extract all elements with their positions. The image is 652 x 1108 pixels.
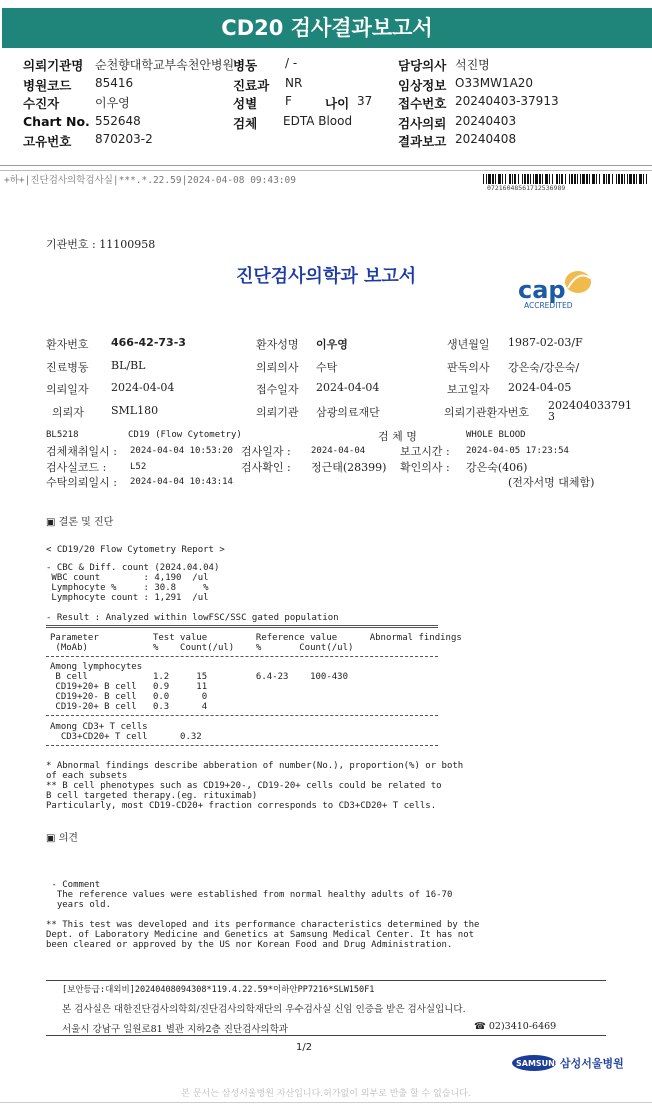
table-mid-rule (46, 715, 438, 716)
bottom-rule (0, 1102, 652, 1103)
comment-line: The reference values were established from normal healthy adults of 16-70 (46, 890, 453, 900)
note-line: * Abnormal findings describe abberation of number(No.), proportion(%) or both (46, 761, 464, 771)
barcode-bar (509, 174, 511, 184)
ordering-doctor: 수탁 (316, 361, 338, 374)
header-value: 552648 (95, 114, 141, 128)
report-line: Lymphocyte % : 30.8 % (46, 583, 209, 593)
table-row: CD3+CD20+ T cell 0.32 (50, 732, 202, 742)
barcode-bar (627, 174, 628, 184)
header-key: 수진자 (23, 96, 60, 111)
header-value: 85416 (95, 76, 134, 90)
order-time: 2024-04-04 10:43:14 (130, 477, 233, 487)
print-stamp: +하+|진단검사의학검사실|***.*.22.59|2024-04-08 09:43:09 (4, 175, 296, 186)
test-name: CD19 (Flow Cytometry) (128, 430, 242, 440)
header-key: 의뢰기관명 (23, 58, 84, 73)
header-value: NR (285, 76, 303, 90)
age-label: 나이 (325, 96, 350, 111)
barcode-bar (498, 174, 501, 184)
barcode-bar (569, 174, 570, 184)
table-row: CD19+20+ B cell 0.9 11 (50, 682, 208, 692)
barcode-bar (636, 174, 637, 184)
info-key: 의뢰자 (52, 406, 84, 419)
room-label: 검사실코드 : (46, 461, 107, 474)
barcode-bar (608, 174, 610, 184)
report-time: 2024-04-05 17:23:54 (466, 446, 569, 456)
report-title: 진단검사의학과 보고서 (236, 266, 417, 287)
info-key: 보고일자 (447, 383, 490, 396)
order-time-label: 수탁의뢰일시 : (46, 476, 117, 489)
e-signature-note: (전자서명 대체함) (508, 476, 595, 489)
barcode-bar (596, 174, 597, 184)
barcode-bar (486, 174, 487, 184)
barcode-bar (552, 174, 553, 184)
info-key: 의뢰기관 (256, 406, 299, 419)
barcode-bar (539, 174, 541, 184)
barcode-bar (535, 174, 538, 184)
order-date: 2024-04-04 (111, 381, 175, 394)
header-row-3 (0, 94, 652, 114)
barcode-bar (559, 174, 560, 184)
table-row: CD19-20+ B cell 0.3 4 (50, 702, 208, 712)
info-key: 접수일자 (256, 383, 299, 396)
barcode-bar (483, 174, 484, 184)
table-row: B cell 1.2 15 6.4-23 100-430 (50, 672, 349, 682)
barcode-bar (522, 174, 523, 184)
barcode-bar (589, 174, 590, 184)
samsung-word: SAMSUNG (516, 1059, 562, 1068)
barcode-bar (545, 174, 548, 184)
cap-logo-text: cap (518, 276, 566, 304)
table-row: CD19+20- B cell 0.0 0 (50, 692, 208, 702)
confidentiality-note: 본 문서는 삼성서울병원 자산입니다.허가없이 외부로 반출 할 수 없습니다. (181, 1089, 471, 1099)
barcode-bar (616, 174, 617, 184)
barcode-bar (492, 174, 494, 184)
header-value: 이우영 (95, 96, 130, 110)
comment-line: - Comment (46, 880, 101, 890)
header-row-1 (0, 56, 652, 76)
barcode-bar (542, 174, 543, 184)
header-row-5 (0, 132, 652, 152)
info-key: 진료병동 (46, 361, 89, 374)
comment-line: been cleared or approved by the US nor Korean Food and Drug Administration. (46, 940, 453, 950)
info-key: 생년월일 (447, 338, 490, 351)
barcode-bar (514, 174, 516, 184)
barcode-icon (483, 174, 648, 184)
barcode-bar (621, 174, 623, 184)
header-key: 검체 (233, 116, 258, 131)
samsung-hospital-logo (512, 1052, 624, 1074)
header-value: 20240408 (455, 132, 517, 146)
header-key: 접수번호 (398, 96, 447, 111)
patient-number: 466-42-73-3 (111, 336, 186, 349)
table-top-rule (46, 625, 438, 628)
barcode-bar (518, 174, 519, 184)
note-line: of each subsets (46, 771, 128, 781)
test-code: BL5218 (46, 430, 79, 440)
barcode-bar (582, 174, 585, 184)
report-line: < CD19/20 Flow Cytometry Report > (46, 545, 225, 555)
collect-time: 2024-04-04 10:53:20 (130, 446, 233, 456)
table-header: Parameter Test value Reference value Abnormal findings (50, 633, 462, 643)
test-date-label: 검사일자 : (241, 445, 291, 458)
confirm-label: 검사확인 : (241, 461, 291, 474)
result-heading: ▣ 결론 및 진단 (46, 517, 114, 528)
report-line: - Result : Analyzed within lowFSC/SSC gated population (46, 613, 339, 623)
barcode-bar (599, 174, 600, 184)
info-key: 판독의사 (447, 361, 490, 374)
header-value: 20240403-37913 (455, 94, 559, 108)
barcode-bar (556, 174, 558, 184)
institution-patient-number-cont: 3 (548, 410, 555, 423)
report-line: WBC count : 4,190 /ul (46, 573, 209, 583)
ward: BL/BL (111, 359, 146, 372)
table-header: (MoAb) % Count(/ul) % Count(/ul) (50, 643, 354, 653)
barcode-number: 07216048561712536989 (487, 184, 566, 192)
barcode-bar (603, 174, 605, 184)
barcode-bar (639, 174, 642, 184)
header-key: Chart No. (23, 114, 90, 129)
header-value: 20240403 (455, 114, 517, 128)
barcode-bar (618, 174, 620, 184)
confirm-doctor: 강은숙(406) (466, 461, 528, 474)
footer-box (46, 980, 606, 1036)
barcode-bar (577, 174, 578, 184)
barcode-bar (612, 174, 613, 184)
info-key: 의뢰의사 (256, 361, 299, 374)
note-line: B cell targeted therapy.(eg. rituximab) (46, 791, 258, 801)
test-date: 2024-04-04 (311, 446, 366, 456)
certification-text: 본 검사실은 대한진단검사의학회/진단검사의학재단의 우수검사실 신임 인증을 받은 검사실입니다. (62, 1004, 466, 1015)
header-value: EDTA Blood (283, 114, 353, 128)
barcode-bar (502, 174, 503, 184)
header-value: F (285, 94, 292, 108)
barcode-bar (561, 174, 563, 184)
specimen-label: 검 체 명 (378, 430, 417, 443)
table-header-rule (46, 656, 438, 657)
barcode-bar (512, 174, 513, 184)
barcode-bar (592, 174, 595, 184)
report-date: 2024-04-05 (508, 381, 572, 394)
barcode-bar (643, 174, 644, 184)
header-info-block (0, 48, 652, 166)
birth-date: 1987-02-03/F (508, 336, 583, 349)
header-value: 석진명 (455, 58, 490, 72)
comment-line: Dept. of Laboratory Medicine and Genetics at Samsung Medical Center. It has not (46, 930, 475, 940)
info-key: 환자번호 (46, 338, 89, 351)
barcode-bar (646, 174, 647, 184)
specimen-value: WHOLE BLOOD (466, 430, 526, 440)
header-value: 870203-2 (95, 132, 153, 146)
note-line: Particularly, most CD19-CD20+ fraction corresponds to CD3+CD20+ T cells. (46, 801, 437, 811)
confirm-person: 정근태(28399) (311, 461, 387, 474)
collect-label: 검체채취일시 : (46, 445, 117, 458)
barcode-bar (606, 174, 607, 184)
address-text: 서울시 강남구 일원로81 별관 지하2층 진단검사의학과 (62, 1024, 288, 1035)
barcode-bar (629, 174, 632, 184)
header-row-4 (0, 114, 652, 134)
barcode-bar (586, 174, 588, 184)
header-key: 진료과 (233, 78, 270, 93)
header-value: / - (285, 56, 298, 70)
security-line: [보안등급:대외비]20240408094308*119.4.22.59*이하안PP7216*SLW150F1 (62, 985, 375, 995)
header-key: 검사의뢰 (398, 116, 447, 131)
header-row-2 (0, 76, 652, 96)
table-bottom-rule (46, 745, 438, 746)
barcode-bar (633, 174, 635, 184)
table-row: Among CD3+ T cells (50, 722, 148, 732)
barcode-bar (488, 174, 491, 184)
barcode-bar (524, 174, 526, 184)
hospital-name: 삼성서울병원 (560, 1057, 624, 1070)
barcode-bar (580, 174, 581, 184)
receipt-date: 2024-04-04 (316, 381, 380, 394)
cap-accredited-text: ACCREDITED (524, 301, 573, 310)
header-key: 담당의사 (398, 58, 447, 73)
barcode-bar (624, 174, 625, 184)
barcode-bar (574, 174, 576, 184)
report-time-label: 보고시간 : (400, 445, 450, 458)
header-key: 병동 (233, 58, 258, 73)
header-value: O33MW1A20 (455, 76, 534, 90)
header-key: 고유번호 (23, 134, 72, 149)
header-key: 병원코드 (23, 78, 72, 93)
header-key: 성별 (233, 96, 258, 111)
barcode-bar (495, 174, 496, 184)
page-number: 1/2 (296, 1042, 313, 1053)
comment-line: years old. (46, 900, 112, 910)
confirm-doctor-label: 확인의사 : (400, 461, 450, 474)
requester: SML180 (111, 404, 159, 417)
requesting-institution: 삼광의료재단 (316, 406, 380, 419)
institution-patient-number: 202404033791 (548, 399, 632, 412)
header-key: 임상정보 (398, 78, 447, 93)
header-key: 결과보고 (398, 134, 447, 149)
barcode-bar (565, 174, 566, 184)
header-value: 순천향대학교부속천안병원 (95, 58, 235, 72)
institution-number: 기관번호 : 11100958 (46, 238, 156, 251)
cap-accredited-logo (516, 268, 602, 310)
info-key: 환자성명 (256, 338, 299, 351)
barcode-bar (549, 174, 550, 184)
patient-name: 이우영 (316, 338, 348, 351)
barcode-bar (527, 174, 529, 184)
barcode-bar (571, 174, 573, 184)
phone-text: ☎ 02)3410-6469 (474, 1021, 557, 1032)
comment-line: ** This test was developed and its performance characteristics determined by the (46, 920, 480, 930)
age-value: 37 (357, 94, 373, 108)
opinion-heading: ▣ 의견 (46, 833, 78, 844)
report-title-bar: CD20 검사결과보고서 (2, 8, 652, 48)
info-key: 의뢰기관환자번호 (444, 406, 530, 419)
note-line: ** B cell phenotypes such as CD19+20-, CD19-20+ cells could be related to (46, 781, 442, 791)
report-line: Lymphocyte count : 1,291 /ul (46, 593, 209, 603)
table-row: Among lymphocytes (50, 662, 143, 672)
barcode-bar (530, 174, 531, 184)
barcode-bar (505, 174, 506, 184)
report-line: - CBC & Diff. count (2024.04.04) (46, 563, 220, 573)
room-code: L52 (130, 462, 147, 472)
reading-doctor: 강은숙/강은숙/ (508, 361, 580, 374)
barcode-bar (533, 174, 534, 184)
info-key: 의뢰일자 (46, 383, 89, 396)
